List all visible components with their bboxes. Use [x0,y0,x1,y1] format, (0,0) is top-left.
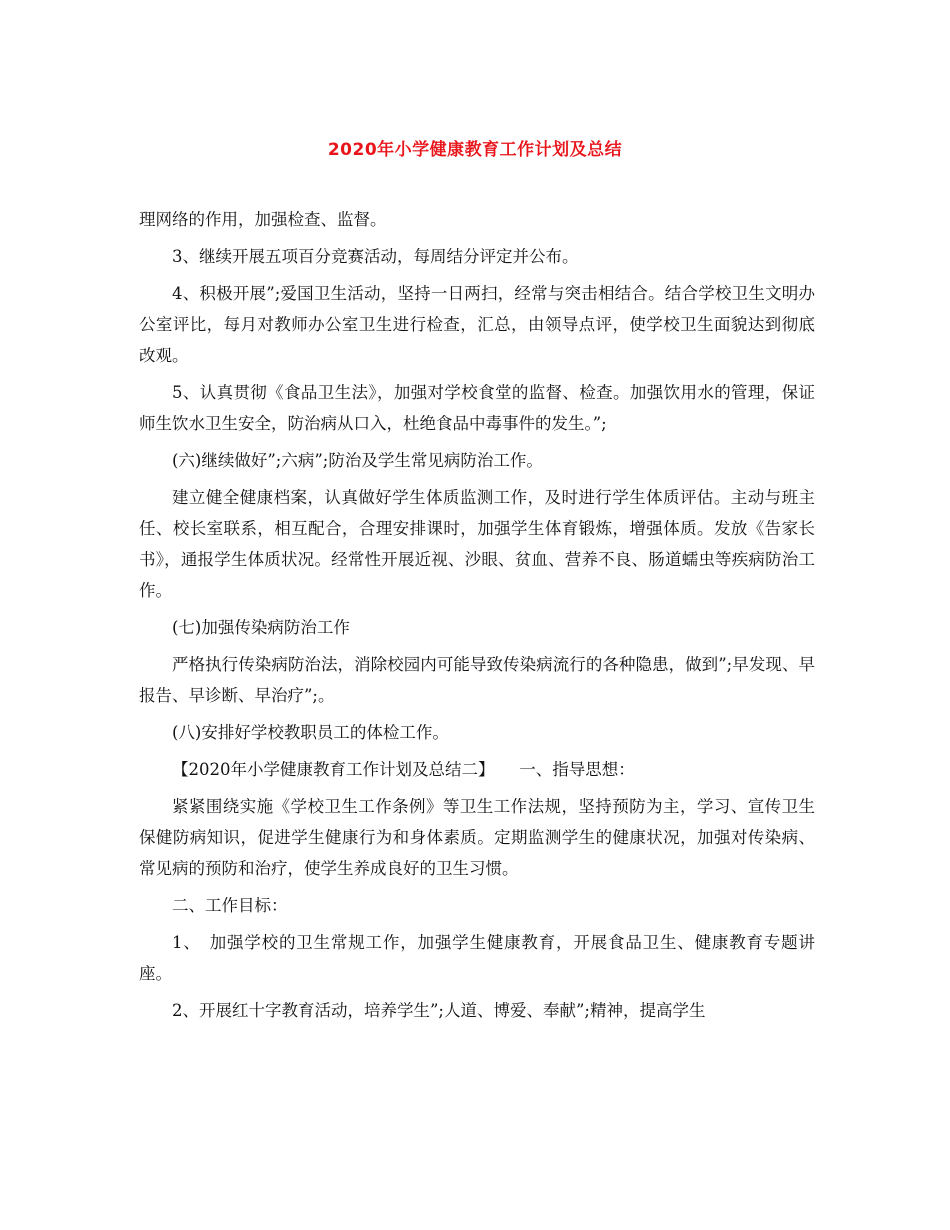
document-body [139,204,815,1026]
section-heading-8: (八)安排好学校教职员工的体检工作。 [172,723,449,742]
section-heading-7: (七)加强传染病防治工作 [172,618,350,637]
paragraph-health-records: 建立健全健康档案，认真做好学生体质监测工作，及时进行学生体质评估。主动与班主任、校长室联系，相互配合，合理安排课时，加强学生体育锻炼，增强体质。发放《告家长书》，通报学生体质状况。经常性开展近视、沙眼、贫血、营养不良、肠道蠕虫等疾病防治工作。 [139,488,815,600]
section-heading-goals: 二、工作目标： [172,896,288,915]
paragraph-goal-2: 2、开展红十字教育活动，培养学生”;人道、博爱、奉献”;精神，提高学生 [172,1001,706,1020]
paragraph-infectious-disease: 严格执行传染病防治法，消除校园内可能导致传染病流行的各种隐患，做到”;早发现、早报告、早诊断、早治疗”;。 [139,655,815,705]
section-heading-6: (六)继续做好”;六病”;防治及学生常见病防治工作。 [172,451,543,470]
paragraph-item-4: 4、积极开展”;爱国卫生活动，坚持一日两扫，经常与突击相结合。结合学校卫生文明办公室评比，每月对教师办公室卫生进行检查，汇总，由领导点评，使学校卫生面貌达到彻底改观。 [139,284,815,365]
paragraph-item-5: 5、认真贯彻《食品卫生法》，加强对学校食堂的监督、检查。加强饮用水的管理，保证师生饮水卫生安全，防治病从口入，杜绝食品中毒事件的发生。”; [139,383,815,433]
paragraph-goal-1: 1、 加强学校的卫生常规工作，加强学生健康教育，开展食品卫生、健康教育专题讲座。 [139,933,815,983]
document-title: 2020年小学健康教育工作计划及总结 [327,140,623,160]
paragraph-guiding-ideology: 紧紧围绕实施《学校卫生工作条例》等卫生工作法规，坚持预防为主，学习、宣传卫生保健防病知识，促进学生健康行为和身体素质。定期监测学生的健康状况，加强对传染病、常见病的预防和治疗，使学生养成良好的卫生习惯。 [139,797,815,878]
paragraph-item-3: 3、继续开展五项百分竞赛活动，每周结分评定并公布。 [172,247,579,266]
part-two-heading: 【2020年小学健康教育工作计划及总结二】 一、指导思想： [172,760,635,779]
paragraph-continuation: 理网络的作用，加强检查、监督。 [139,210,387,229]
